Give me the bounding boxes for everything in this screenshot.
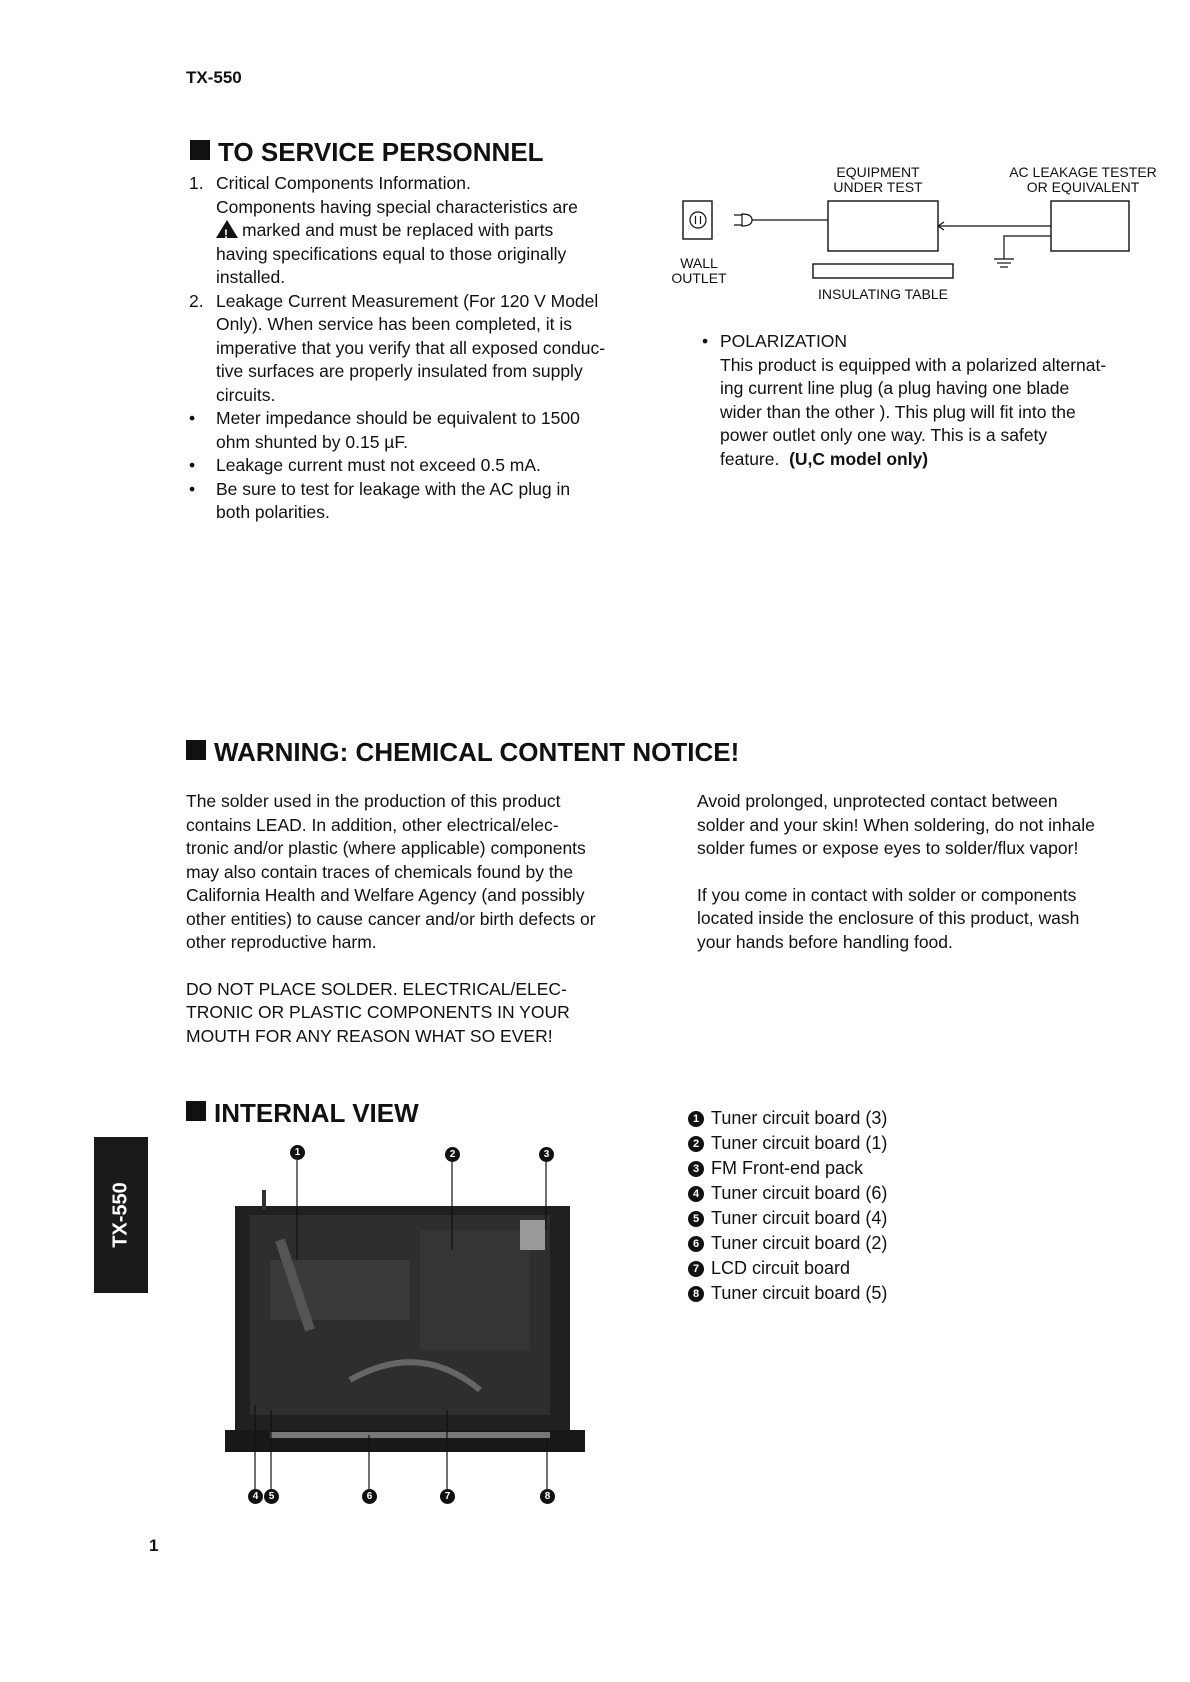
callout-4: 4 [248, 1489, 263, 1504]
polarization-block: • POLARIZATION This product is equipped with a polarized alternat- ing current line plug (a plug having one blade wider than the other ). This plug will fit into the power outlet only one way. This is a safety feature. (U,C model only) [702, 330, 1182, 471]
internal-view-heading: INTERNAL VIEW [186, 1098, 419, 1129]
list-item: 2. Leakage Current Measurement (For 120 V Model Only). When service has been completed, it is imperative that you verify that all exposed conduc- tive surfaces are properly insulated from supply circuits. [189, 290, 606, 405]
square-bullet-icon [190, 140, 210, 160]
warning-heading: WARNING: CHEMICAL CONTENT NOTICE! [186, 737, 739, 768]
list-item: 6 Tuner circuit board (2) [688, 1231, 1048, 1256]
callout-8: 8 [540, 1489, 555, 1504]
service-heading: TO SERVICE PERSONNEL [190, 137, 544, 168]
list-item: 1. Critical Components Information. Components having special characteristics are !marked and must be replaced with parts having specifications equal to those originally installed. [189, 172, 659, 290]
list-item: • Meter impedance should be equivalent to 1500 ohm shunted by 0.15 µF. [189, 408, 580, 452]
square-bullet-icon [186, 1101, 206, 1121]
leakage-test-diagram: EQUIPMENT UNDER TEST AC LEAKAGE TESTER OR EQUIVALENT WALL OUTLET INSULATING TABLE [668, 160, 1178, 305]
callout-5: 5 [264, 1489, 279, 1504]
list-item: 3 FM Front-end pack [688, 1156, 1048, 1181]
callout-7: 7 [440, 1489, 455, 1504]
list-item: 7 LCD circuit board [688, 1256, 1048, 1281]
list-item: 2 Tuner circuit board (1) [688, 1131, 1048, 1156]
page-number: 1 [149, 1536, 159, 1555]
callout-1: 1 [290, 1145, 305, 1160]
wall-outlet-shape [683, 201, 712, 239]
model-header: TX-550 [186, 68, 242, 87]
insulating-table [813, 264, 953, 278]
list-item: 5 Tuner circuit board (4) [688, 1206, 1048, 1231]
list-item: 8 Tuner circuit board (5) [688, 1281, 1048, 1306]
tester-box [1051, 201, 1129, 251]
side-tab: TX-550 [94, 1137, 148, 1293]
plug-icon [734, 215, 742, 225]
callout-2: 2 [445, 1147, 460, 1162]
list-item: 1 Tuner circuit board (3) [688, 1106, 1048, 1131]
warning-right-text: Avoid prolonged, unprotected contact between solder and your skin! When soldering, do not inhale solder fumes or expose eyes to solder/flux vapor! If you come in contact with solder or components located inside the enclosure of this product, wash your hands before handling food. [697, 791, 1095, 952]
internal-view-legend [688, 1106, 1048, 1306]
list-item: 4 Tuner circuit board (6) [688, 1181, 1048, 1206]
list-item: • Be sure to test for leakage with the AC plug in both polarities. [189, 478, 571, 522]
callout-3: 3 [539, 1147, 554, 1162]
callout-6: 6 [362, 1489, 377, 1504]
equipment-box [828, 201, 938, 251]
warning-triangle-icon [216, 220, 238, 238]
internal-view-photo [220, 1140, 590, 1510]
callout-leader-lines [220, 1140, 590, 1510]
list-item: • POLARIZATION [702, 331, 848, 351]
service-text [189, 172, 659, 525]
list-item: • Leakage current must not exceed 0.5 mA. [189, 455, 541, 475]
square-bullet-icon [186, 740, 206, 760]
warning-left-text: The solder used in the production of this product contains LEAD. In addition, other electrical/elec- tronic and/or plastic (where applicable) components may also contain traces of chemicals found by the California Health and Welfare Agency (and possibly other entities) to cause cancer and/or birth defects or other reproductive harm. DO NOT PLACE SOLDER. ELECTRICAL/ELEC- TRONIC OR PLASTIC COMPONENTS IN YOUR MOUTH FOR ANY REASON WHAT SO EVER! [186, 791, 596, 1046]
